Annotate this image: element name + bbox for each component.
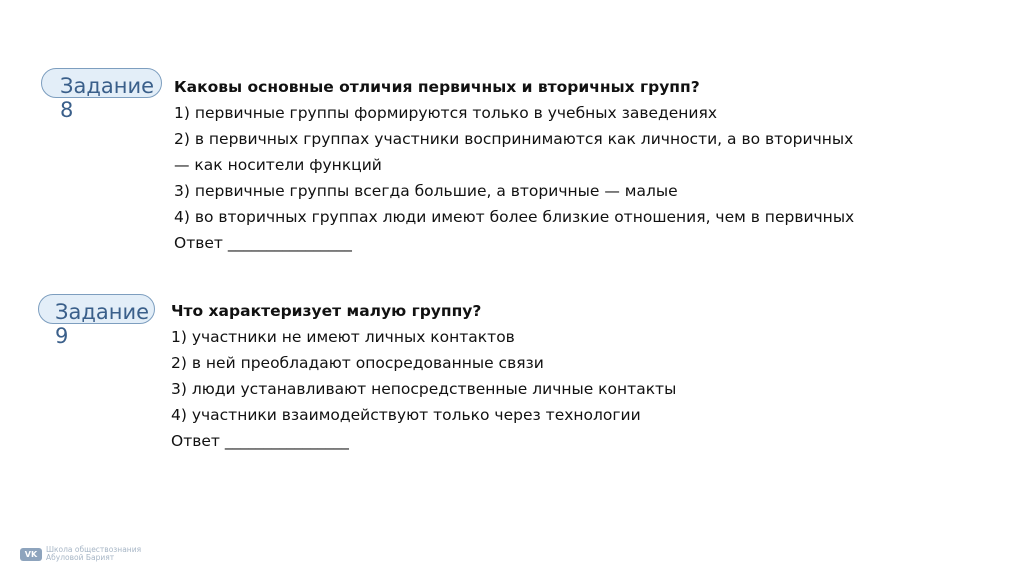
task-9-option-1: 1) участники не имеют личных контактов [171,328,515,346]
task-9-title: Что характеризует малую группу? [171,302,482,320]
vk-icon: VK [20,548,42,561]
task-8-title: Каковы основные отличия первичных и вторичных групп? [174,78,700,96]
school-name [46,546,141,562]
task-9-option-2: 2) в ней преобладают опосредованные связи [171,354,544,372]
task-9-label: Задание 9 [55,300,150,348]
task-9-answer: Ответ ________________ [171,432,349,450]
task-8-option-2: 2) в первичных группах участники воспринимаются как личности, а во вторичных [174,130,854,148]
task-8-option-2-cont: — как носители функций [174,156,382,174]
task-8-option-1: 1) первичные группы формируются только в учебных заведениях [174,104,717,122]
school-name-line-2: Абуловой Барият [46,553,115,562]
task-8-option-3: 3) первичные группы всегда большие, а вторичные — малые [174,182,678,200]
task-9-question [171,298,931,454]
school-logo [20,546,141,562]
task-9-option-4: 4) участники взаимодействуют только через технологии [171,406,641,424]
task-9-option-3: 3) люди устанавливают непосредственные личные контакты [171,380,677,398]
task-8-answer: Ответ ________________ [174,234,352,252]
task-8-label: Задание 8 [60,74,155,122]
task-8-question [174,74,934,256]
task-8-option-4: 4) во вторичных группах люди имеют более близкие отношения, чем в первичных [174,208,855,226]
school-name-line-1: Школа обществознания [46,545,142,554]
